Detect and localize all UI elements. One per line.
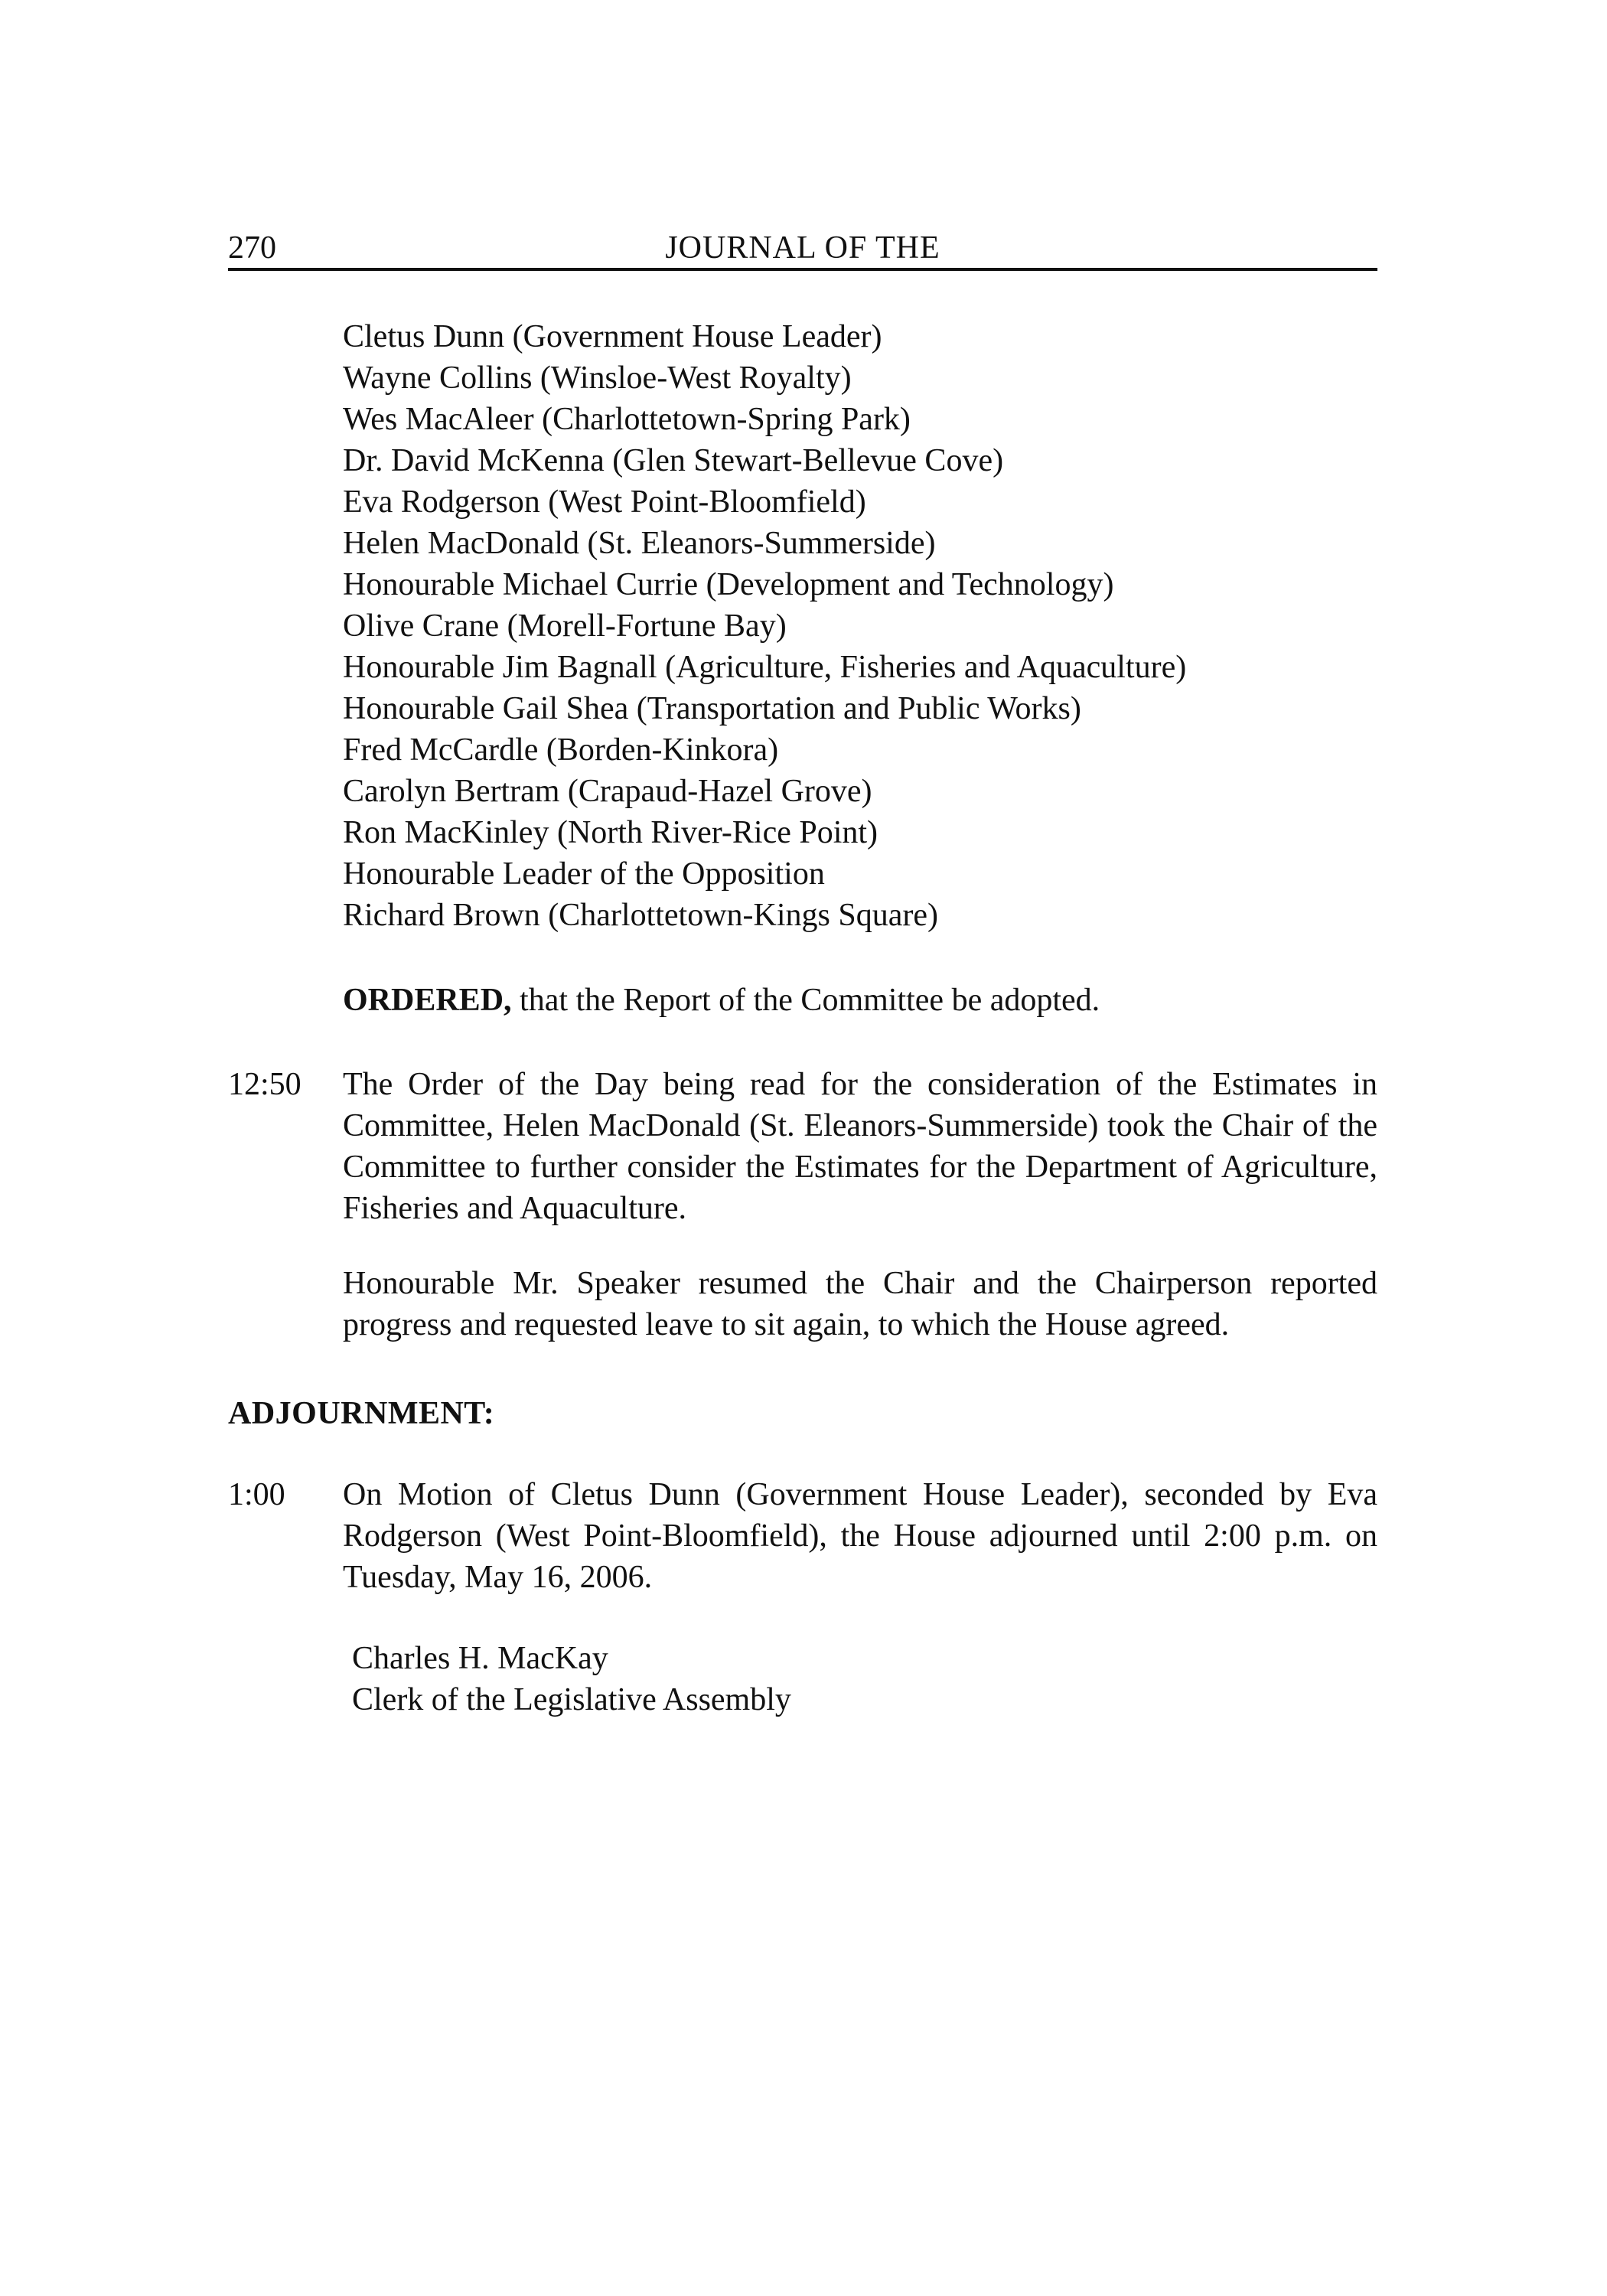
clerk-signature-block <box>352 1638 791 1720</box>
adjournment-paragraph: On Motion of Cletus Dunn (Government House Leader), seconded by Eva Rodgerson (West Point-Bloomfield), the House adjourned until 2:00 p.m. on Tuesday, May 16, 2006. <box>343 1477 1377 1595</box>
adjournment-time: 1:00 <box>228 1477 285 1512</box>
estimates-time: 12:50 <box>228 1067 302 1102</box>
clerk-name: Charles H. MacKay <box>352 1641 608 1676</box>
member-list-item: Fred McCardle (Borden-Kinkora) <box>343 732 779 768</box>
member-list-item: Dr. David McKenna (Glen Stewart-Bellevue Cove) <box>343 443 1004 478</box>
member-list-item: Honourable Michael Currie (Development and Technology) <box>343 567 1114 602</box>
member-list-item: Honourable Jim Bagnall (Agriculture, Fisheries and Aquaculture) <box>343 650 1187 685</box>
member-list-item: Helen MacDonald (St. Eleanors-Summerside) <box>343 526 936 561</box>
member-list-item: Wes MacAleer (Charlottetown-Spring Park) <box>343 402 911 437</box>
member-list-item: Ron MacKinley (North River-Rice Point) <box>343 815 878 850</box>
ordered-text: that the Report of the Committee be adopted. <box>511 983 1100 1018</box>
ordered-statement <box>343 980 1100 1021</box>
member-list-item: Honourable Gail Shea (Transportation and Public Works) <box>343 691 1081 726</box>
member-list-item: Wayne Collins (Winsloe-West Royalty) <box>343 360 852 396</box>
member-list-item: Honourable Leader of the Opposition <box>343 856 825 892</box>
adjournment-heading: ADJOURNMENT: <box>228 1396 495 1431</box>
running-header <box>228 228 1377 271</box>
member-list-item: Eva Rodgerson (West Point-Bloomfield) <box>343 484 866 520</box>
committee-member-list <box>343 316 1186 936</box>
member-list-item: Carolyn Bertram (Crapaud-Hazel Grove) <box>343 774 872 809</box>
member-list-item: Cletus Dunn (Government House Leader) <box>343 319 882 354</box>
speaker-paragraph: Honourable Mr. Speaker resumed the Chair and the Chairperson reported progress and requested leave to sit again, to which the House agreed. <box>343 1266 1377 1342</box>
clerk-title: Clerk of the Legislative Assembly <box>352 1682 791 1717</box>
page-number: 270 <box>228 230 276 266</box>
member-list-item: Olive Crane (Morell-Fortune Bay) <box>343 608 787 644</box>
journal-title: JOURNAL OF THE <box>665 230 940 266</box>
member-list-item: Richard Brown (Charlottetown-Kings Square) <box>343 898 939 933</box>
estimates-paragraph: The Order of the Day being read for the consideration of the Estimates in Committee, Helen MacDonald (St. Eleanors-Summerside) took the Chair of the Committee to further consider the Estimates for the Department of Agriculture, Fisheries and Aquaculture. <box>343 1067 1377 1226</box>
ordered-label: ORDERED, <box>343 983 512 1018</box>
